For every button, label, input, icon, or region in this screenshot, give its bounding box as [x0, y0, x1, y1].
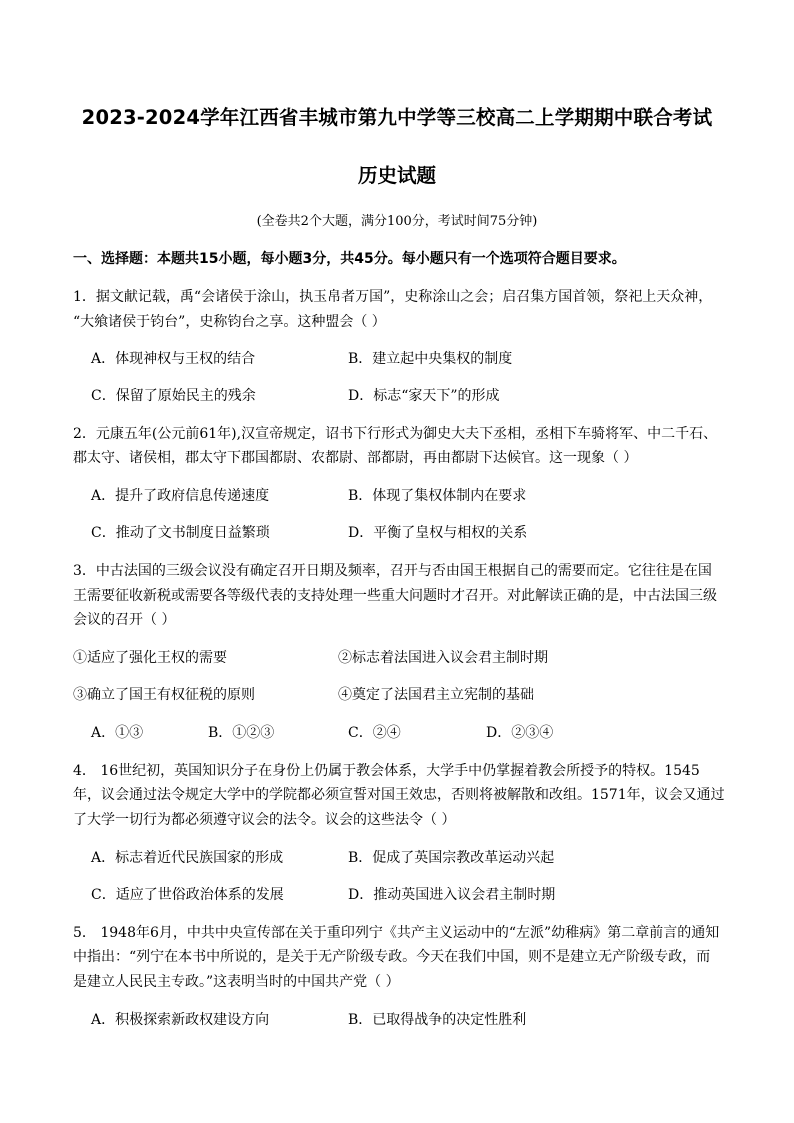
- question-4-option-a: A．标志着近代民族国家的形成: [91, 850, 284, 866]
- question-2-line-2: 郡太守、诸侯相，郡太守下郡国都尉、农都尉、部都尉，再由都尉下达候官。这一现象（ ）: [73, 450, 638, 466]
- question-4-option-d: D．推动英国进入议会君主制时期: [348, 887, 556, 903]
- question-5-line-2: 中指出：“列宁在本书中所说的，是关于无产阶级专政。今天在我们中国，则不是建立无产阶级专政，而: [73, 949, 711, 965]
- question-3-line-2: 王需要征收新税或需要各等级代表的支持处理一些重大问题时才召开。对此解读正确的是，中古法国三级: [73, 588, 717, 604]
- exam-subtitle: [0, 160, 794, 188]
- section-heading: 一、选择题：本题共15小题，每小题3分，共45分。每小题只有一个选项符合题目要求。: [73, 251, 626, 267]
- question-5-option-a: A．积极探索新政权建设方向: [91, 1012, 270, 1028]
- exam-note: (全卷共2个大题，满分100分，考试时间75分钟): [256, 214, 538, 229]
- question-3-option-a: A．①③: [91, 725, 144, 741]
- question-3-option-d: D．②③④: [486, 725, 554, 741]
- question-3-item-2: ②标志着法国进入议会君主制时期: [338, 650, 548, 666]
- exam-title: [0, 102, 794, 130]
- exam-title-text: 2023-2024学年江西省丰城市第九中学等三校高二上学期期中联合考试: [81, 106, 713, 129]
- question-1-line-2: “大飨诸侯于钧台”，史称钧台之享。这种盟会（ ）: [73, 314, 386, 330]
- question-4-line-1: 4． 16世纪初，英国知识分子在身份上仍属于教会体系，大学手中仍掌握着教会所授予的特权。1545: [73, 763, 700, 779]
- question-3-line-3: 会议的召开（ ）: [73, 612, 176, 628]
- question-3-item-1: ①适应了强化王权的需要: [73, 650, 227, 666]
- question-1-option-b: B．建立起中央集权的制度: [348, 351, 513, 367]
- question-3-option-c: C．②④: [348, 725, 401, 741]
- question-5-line-1: 5． 1948年6月，中共中央宣传部在关于重印列宁《共产主义运动中的“左派”幼稚病》第二章前言的通知: [73, 925, 720, 941]
- question-1-option-d: D．标志“家天下”的形成: [348, 388, 500, 404]
- question-2-option-d: D．平衡了皇权与相权的关系: [348, 525, 528, 541]
- question-1-option-a: A．体现神权与王权的结合: [91, 351, 256, 367]
- question-4-option-b: B．促成了英国宗教改革运动兴起: [348, 850, 555, 866]
- question-4-option-c: C．适应了世俗政治体系的发展: [91, 887, 284, 903]
- question-1-option-c: C．保留了原始民主的残余: [91, 388, 256, 404]
- question-5-line-3: 是建立人民民主专政。”这表明当时的中国共产党（ ）: [73, 974, 400, 990]
- question-1-line-1: 1．据文献记载，禹“会诸侯于涂山，执玉帛者万国”，史称涂山之会；启召集方国首领，祭祀上天众神，: [73, 289, 713, 305]
- question-3-item-4: ④奠定了法国君主立宪制的基础: [338, 687, 534, 703]
- exam-subtitle-text: 历史试题: [357, 164, 436, 187]
- question-4-line-2: 年，议会通过法令规定大学中的学院都必须宣誓对国王效忠，否则将被解散和改组。1571年，议会又通过: [73, 787, 725, 803]
- question-2-option-c: C．推动了文书制度日益繁琐: [91, 525, 270, 541]
- question-2-line-1: 2．元康五年(公元前61年),汉宣帝规定，诏书下行形式为御史大夫下丞相，丞相下车骑将军、中二千石、: [73, 426, 718, 442]
- question-3-line-1: 3．中古法国的三级会议没有确定召开日期及频率，召开与否由国王根据自己的需要而定。它往往是在国: [73, 563, 712, 579]
- question-3-item-3: ③确立了国王有权征税的原则: [73, 687, 255, 703]
- question-4-line-3: 了大学一切行为都必须遵守议会的法令。议会的这些法令（ ）: [73, 812, 456, 828]
- question-2-option-b: B．体现了集权体制内在要求: [348, 488, 527, 504]
- question-3-option-b: B．①②③: [208, 725, 275, 741]
- question-2-option-a: A．提升了政府信息传递速度: [91, 488, 270, 504]
- question-5-option-b: B．已取得战争的决定性胜利: [348, 1012, 527, 1028]
